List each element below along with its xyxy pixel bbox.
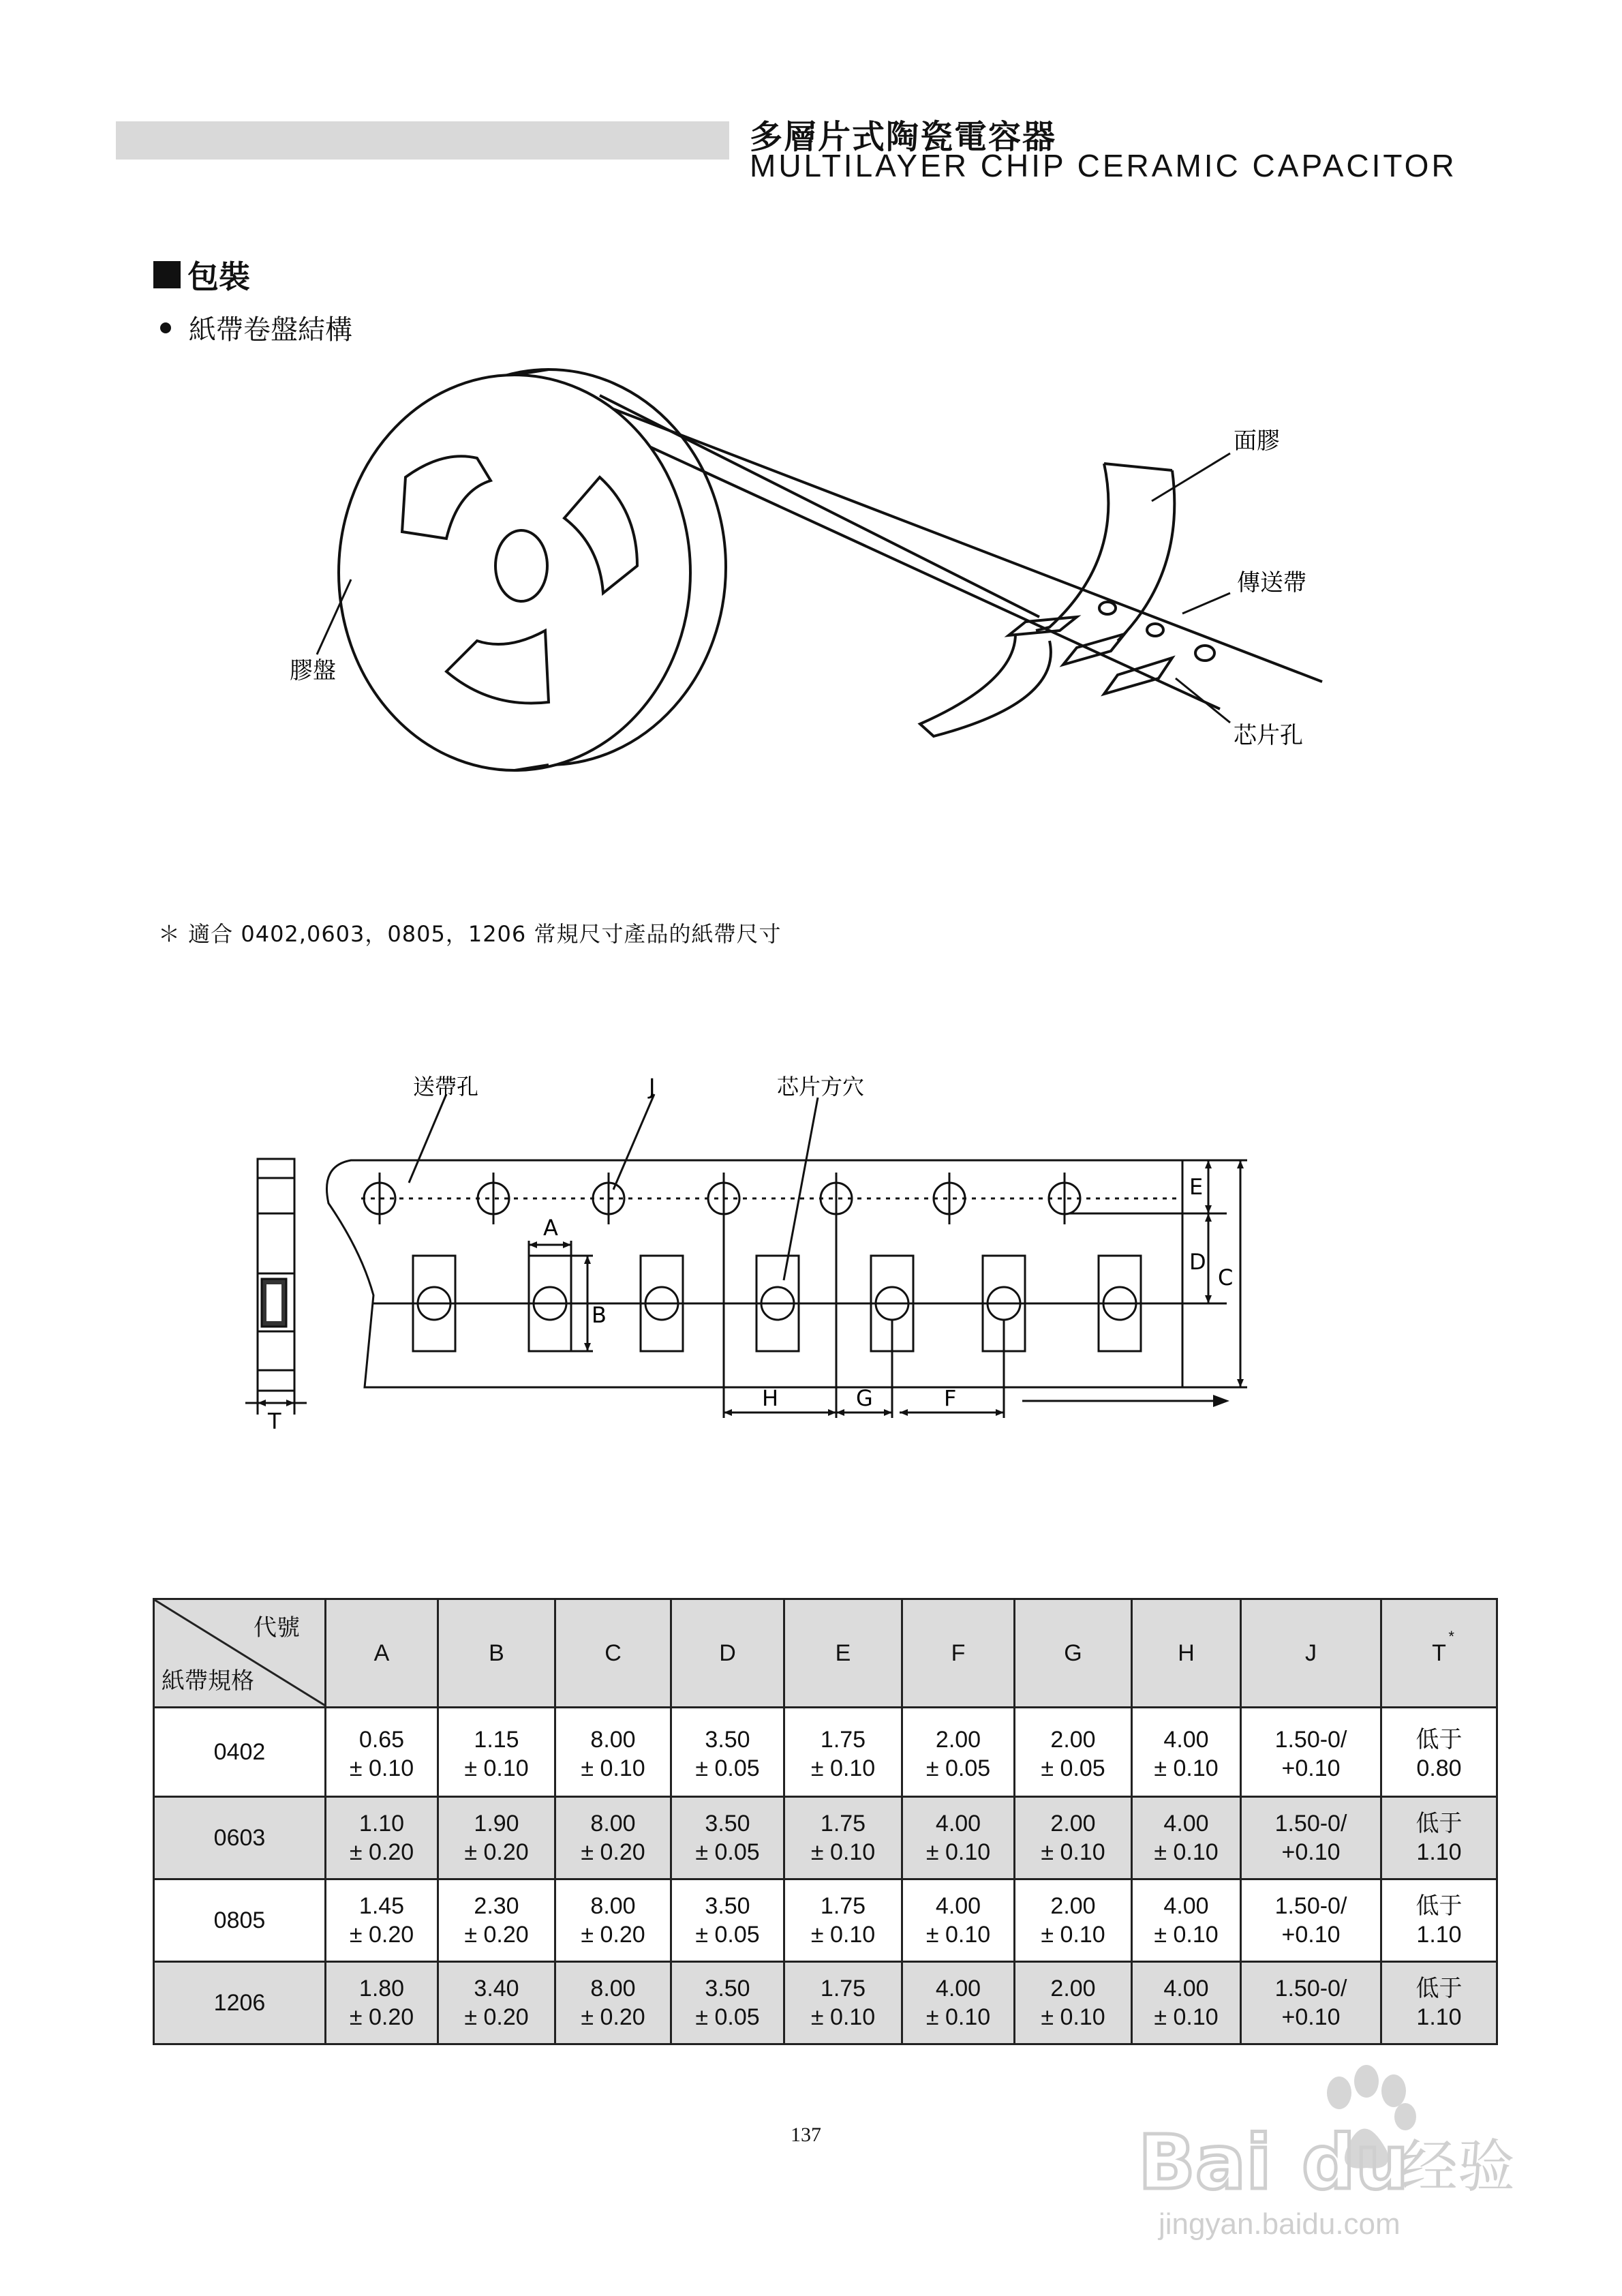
- cell-value: 1.50-0/: [1274, 1811, 1347, 1837]
- cell-tolerance: ± 0.05: [1041, 1755, 1105, 1781]
- cell-tolerance: ± 0.05: [925, 1755, 991, 1781]
- table-cell: [326, 1797, 438, 1879]
- watermark-brand-du: du: [1302, 2119, 1409, 2206]
- table-cell: [1015, 1797, 1132, 1879]
- cell-tolerance: ± 0.20: [581, 1839, 645, 1865]
- table-cell: [902, 1708, 1015, 1797]
- cell-value: 1.75: [820, 1727, 866, 1753]
- label-e: E: [1189, 1174, 1204, 1200]
- table-row: [154, 1708, 1497, 1797]
- sprocket-hole-1: [1099, 602, 1116, 614]
- label-sprocket-hole: 送帶孔: [413, 1074, 479, 1100]
- cell-value: 8.00: [590, 1727, 636, 1753]
- cell-tolerance: ± 0.10: [1154, 1922, 1219, 1948]
- cell-tolerance: ± 0.20: [464, 1839, 529, 1865]
- col-header-b: B: [438, 1599, 555, 1708]
- cell-value: 3.50: [705, 1976, 750, 2002]
- col-header-j: J: [1241, 1599, 1381, 1708]
- cell-tolerance: ± 0.10: [925, 1839, 991, 1865]
- table-cell: [555, 1879, 671, 1962]
- table-cell: [438, 1708, 555, 1797]
- table-cell: [671, 1797, 784, 1879]
- table-cell: [326, 1879, 438, 1962]
- label-d: D: [1189, 1249, 1206, 1275]
- table-cell: [326, 1962, 438, 2044]
- leader-sprocket: [409, 1094, 446, 1183]
- cover-tape-lower: [920, 634, 1051, 736]
- table-cell: [555, 1708, 671, 1797]
- label-g: G: [856, 1385, 873, 1411]
- header-code-label: 代號: [254, 1614, 300, 1642]
- cell-value: 2.30: [474, 1893, 519, 1919]
- label-a: A: [543, 1215, 558, 1241]
- table-cell: [1381, 1708, 1497, 1797]
- cell-tolerance: ± 0.10: [1154, 2004, 1219, 2030]
- cell-value: 0.65: [358, 1727, 405, 1753]
- cell-tolerance: ± 0.10: [464, 1755, 529, 1781]
- tape-strand-mid: [627, 436, 1220, 709]
- cell-tolerance: ± 0.20: [581, 1922, 645, 1948]
- cell-value: 1.50-0/: [1274, 1727, 1347, 1753]
- cell-value: 4.00: [1163, 1893, 1209, 1919]
- cell-tolerance: ± 0.05: [695, 2004, 760, 2030]
- cell-value: 2.00: [1050, 1811, 1096, 1837]
- table-cell: [555, 1962, 671, 2044]
- cell-tolerance: ± 0.10: [925, 2004, 991, 2030]
- table-header-row: [154, 1599, 1497, 1708]
- table-cell: [1015, 1879, 1132, 1962]
- cell-tolerance: ± 0.10: [1041, 2004, 1105, 2030]
- table-cell: [784, 1879, 902, 1962]
- label-chip-cavity: 芯片方穴: [777, 1074, 865, 1100]
- cell-value: 4.00: [1163, 1727, 1209, 1753]
- cell-value: 1.75: [820, 1811, 866, 1837]
- row-code-cell: 0603: [154, 1797, 326, 1879]
- table-cell: [438, 1879, 555, 1962]
- reel-front-flange: [339, 375, 690, 770]
- label-j: J: [649, 1074, 656, 1100]
- table-cell: [671, 1879, 784, 1962]
- cell-tolerance: ± 0.10: [349, 1755, 414, 1781]
- cell-value: 4.00: [1163, 1811, 1209, 1837]
- cell-tolerance: 0.80: [1416, 1755, 1462, 1781]
- table-row: [154, 1962, 1497, 2044]
- leader-j: [613, 1094, 654, 1190]
- col-header-a: A: [326, 1599, 438, 1708]
- cell-value: 8.00: [590, 1811, 636, 1837]
- cell-tolerance: +0.10: [1281, 1839, 1341, 1865]
- cell-value: 1.50-0/: [1274, 1976, 1347, 2002]
- col-header-e: E: [784, 1599, 902, 1708]
- cell-value: 8.00: [590, 1893, 636, 1919]
- leader-cavity: [784, 1098, 818, 1280]
- table-cell: [1241, 1962, 1381, 2044]
- cell-tolerance: ± 0.20: [581, 2004, 645, 2030]
- table-row: [154, 1879, 1497, 1962]
- label-chip-hole: 芯片孔: [1234, 722, 1303, 749]
- cell-tolerance: ± 0.10: [925, 1922, 991, 1948]
- cell-value: 2.00: [1050, 1727, 1096, 1753]
- table-cell: [902, 1962, 1015, 2044]
- table-cell: [326, 1708, 438, 1797]
- table-cell: [1132, 1962, 1241, 2044]
- table-cell: [1015, 1962, 1132, 2044]
- sprocket-hole-3: [1195, 646, 1214, 661]
- label-f: F: [944, 1385, 957, 1411]
- cell-tolerance: ± 0.10: [1041, 1922, 1105, 1948]
- table-cell: [555, 1797, 671, 1879]
- cell-value: 2.00: [1050, 1893, 1096, 1919]
- size-note: ＊ 適合 0402,0603，0805，1206 常規尺寸產品的紙帶尺寸: [158, 921, 782, 947]
- row-code-cell: 1206: [154, 1962, 326, 2044]
- cell-value: 1.75: [820, 1976, 866, 2002]
- cell-tolerance: ± 0.20: [464, 1922, 529, 1948]
- table-cell: [1241, 1797, 1381, 1879]
- table-cell: [1381, 1879, 1497, 1962]
- col-header-t-text: T: [1432, 1640, 1446, 1666]
- row-code-cell: 0402: [154, 1708, 326, 1797]
- table-cell: [784, 1962, 902, 2044]
- cell-tolerance: ± 0.10: [1041, 1839, 1105, 1865]
- reel-diagram: [0, 0, 1622, 852]
- cell-tolerance: ± 0.05: [695, 1922, 760, 1948]
- table-cell: [671, 1708, 784, 1797]
- leader-cover-tape: [1152, 453, 1230, 501]
- cell-tolerance: 1.10: [1416, 1839, 1462, 1865]
- cell-tolerance: ± 0.10: [810, 2004, 876, 2030]
- cell-tolerance: 1.10: [1416, 2004, 1462, 2030]
- leader-carrier-tape: [1182, 593, 1230, 614]
- title-english: MULTILAYER CHIP CERAMIC CAPACITOR: [750, 148, 1457, 183]
- cell-value: 2.00: [1050, 1976, 1096, 2002]
- watermark-brand: Bai: [1138, 2119, 1272, 2206]
- cell-value: 1.80: [358, 1976, 405, 2002]
- feed-arrow-head: [1213, 1395, 1229, 1407]
- table-cell: [671, 1962, 784, 2044]
- label-cover-tape: 面膠: [1234, 427, 1280, 455]
- table-cell: [1381, 1797, 1497, 1879]
- table-cell: [1132, 1797, 1241, 1879]
- subsection-heading-text: 紙帶卷盤結構: [189, 314, 352, 346]
- col-header-c: C: [555, 1599, 671, 1708]
- table-cell: [784, 1708, 902, 1797]
- cell-tolerance: ± 0.20: [464, 2004, 529, 2030]
- cell-tolerance: ± 0.10: [810, 1839, 876, 1865]
- row-code-cell: 0805: [154, 1879, 326, 1962]
- table-cell: [438, 1797, 555, 1879]
- cell-tolerance: ± 0.10: [810, 1755, 876, 1781]
- leader-chip-hole: [1176, 678, 1230, 723]
- cell-tolerance: +0.10: [1281, 1755, 1341, 1781]
- cell-value: 低于: [1416, 1810, 1463, 1837]
- col-header-g: G: [1015, 1599, 1132, 1708]
- cell-value: 1.75: [820, 1893, 866, 1919]
- label-b: B: [592, 1302, 607, 1328]
- watermark-site: jingyan.baidu.com: [1159, 2207, 1401, 2241]
- label-c: C: [1218, 1265, 1234, 1290]
- table-cell: [438, 1962, 555, 2044]
- page-number: 137: [791, 2124, 821, 2146]
- label-t: T: [268, 1408, 281, 1434]
- cell-value: 3.50: [705, 1811, 750, 1837]
- cell-value: 1.90: [474, 1811, 519, 1837]
- header-tape-spec-label: 紙帶規格: [162, 1667, 254, 1695]
- cell-tolerance: 1.10: [1416, 1922, 1462, 1948]
- table-row: [154, 1797, 1497, 1879]
- cell-value: 3.50: [705, 1893, 750, 1919]
- label-h: H: [762, 1385, 779, 1411]
- cell-tolerance: ± 0.10: [810, 1922, 876, 1948]
- table-cell: [1241, 1708, 1381, 1797]
- watermark-brand-cn: 经验: [1401, 2133, 1516, 2200]
- col-header-d: D: [671, 1599, 784, 1708]
- cell-value: 4.00: [1163, 1976, 1209, 2002]
- label-reel: 膠盤: [290, 657, 336, 684]
- t-footnote-star: *: [1448, 1628, 1454, 1645]
- label-carrier-tape: 傳送帶: [1237, 569, 1306, 596]
- cell-value: 低于: [1416, 1726, 1463, 1753]
- col-header-f: F: [902, 1599, 1015, 1708]
- cell-value: 低于: [1416, 1892, 1463, 1920]
- col-header-t: [1381, 1599, 1497, 1708]
- table-cell: [784, 1797, 902, 1879]
- cell-tolerance: +0.10: [1281, 2004, 1341, 2030]
- cell-value: 低于: [1416, 1975, 1463, 2002]
- table-cell: [1132, 1708, 1241, 1797]
- col-header-h: H: [1132, 1599, 1241, 1708]
- chip-pocket-3: [1104, 658, 1172, 694]
- cell-value: 1.45: [358, 1893, 405, 1919]
- cell-tolerance: ± 0.10: [1154, 1839, 1219, 1865]
- cell-value: 3.50: [705, 1727, 750, 1753]
- cell-value: 4.00: [935, 1893, 981, 1919]
- cell-tolerance: ± 0.10: [581, 1755, 645, 1781]
- cell-tolerance: ± 0.20: [349, 2004, 414, 2030]
- cell-value: 2.00: [935, 1727, 981, 1753]
- cell-tolerance: ± 0.05: [695, 1755, 760, 1781]
- table-cell: [1015, 1708, 1132, 1797]
- cell-tolerance: ± 0.20: [349, 1839, 414, 1865]
- table-cell: [902, 1797, 1015, 1879]
- cell-tolerance: +0.10: [1281, 1922, 1341, 1948]
- tape-spec-table: [153, 1598, 1498, 2045]
- cell-value: 1.10: [358, 1811, 405, 1837]
- cover-tape-upper-edge: [1036, 464, 1108, 631]
- cell-value: 1.50-0/: [1274, 1893, 1347, 1919]
- sprocket-hole-2: [1147, 624, 1163, 636]
- cell-value: 1.15: [474, 1727, 519, 1753]
- cell-value: 3.40: [474, 1976, 519, 2002]
- table-cell: [1132, 1879, 1241, 1962]
- title-chinese: 多層片式陶瓷電容器: [750, 118, 1057, 156]
- cell-value: 8.00: [590, 1976, 636, 2002]
- cell-tolerance: ± 0.05: [695, 1839, 760, 1865]
- tape-side-view: [258, 1159, 294, 1391]
- table-cell: [902, 1879, 1015, 1962]
- tape-strand-top: [613, 409, 1322, 682]
- corner-header-cell: [154, 1599, 326, 1708]
- cell-tolerance: ± 0.20: [349, 1922, 414, 1948]
- cell-value: 4.00: [935, 1811, 981, 1837]
- cell-tolerance: ± 0.10: [1154, 1755, 1219, 1781]
- section-heading-text: 包裝: [187, 258, 250, 295]
- table-cell: [1381, 1962, 1497, 2044]
- cell-value: 4.00: [935, 1976, 981, 2002]
- table-cell: [1241, 1879, 1381, 1962]
- tape-diagram: [0, 1057, 1622, 1438]
